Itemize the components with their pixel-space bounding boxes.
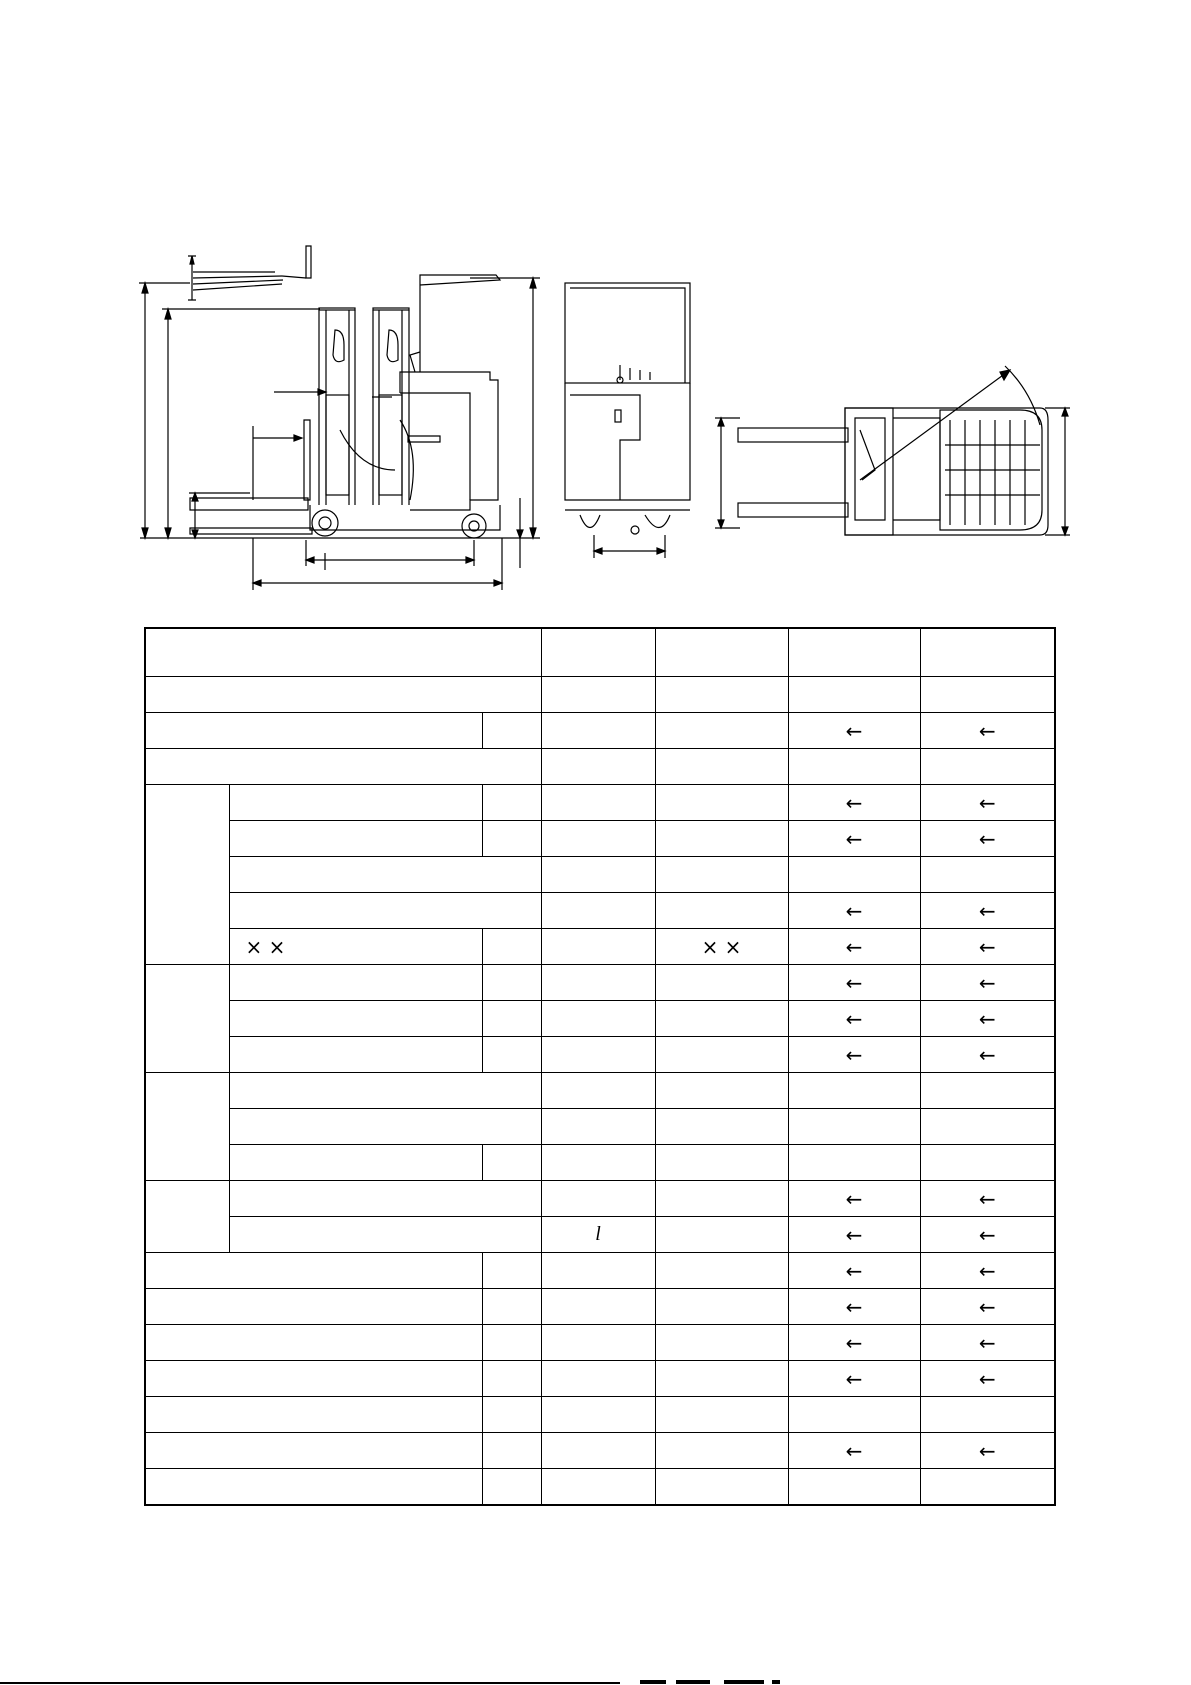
cell (788, 1073, 920, 1109)
footer-mark (724, 1680, 764, 1684)
cell (920, 1073, 1055, 1109)
table-row (145, 1109, 1055, 1145)
same-as-left-arrow: ← (920, 1433, 1055, 1469)
forklift-side-view (139, 246, 540, 590)
table-row (145, 1397, 1055, 1433)
header-unit (541, 628, 655, 677)
same-as-left-arrow: ← (920, 1361, 1055, 1397)
spec-table (144, 627, 1056, 1506)
same-as-left-arrow: ← (788, 1325, 920, 1361)
same-as-left-arrow: ← (920, 1037, 1055, 1073)
table-row (145, 749, 1055, 785)
cell (788, 749, 920, 785)
same-as-left-arrow: ← (788, 821, 920, 857)
same-as-left-arrow: ← (920, 1001, 1055, 1037)
mast (319, 308, 413, 505)
cell (920, 1469, 1055, 1506)
same-as-left-arrow: ← (788, 1361, 920, 1397)
footer-mark (772, 1680, 780, 1684)
technical-drawings (0, 0, 1191, 620)
table-row (145, 1433, 1055, 1469)
table-row (145, 1217, 1055, 1253)
length-dimensions (253, 538, 502, 590)
chassis (310, 275, 500, 538)
same-as-left-arrow: ← (920, 785, 1055, 821)
same-as-left-arrow: ← (920, 893, 1055, 929)
group-label (145, 965, 229, 1073)
table-row (145, 1289, 1055, 1325)
same-as-left-arrow: ← (788, 1037, 920, 1073)
table-row (145, 1325, 1055, 1361)
same-as-left-arrow: ← (788, 1289, 920, 1325)
same-as-left-arrow: ← (788, 713, 920, 749)
table-row (145, 1145, 1055, 1181)
forklift-rear-view (565, 283, 690, 558)
cell (920, 857, 1055, 893)
same-as-left-arrow: ← (920, 821, 1055, 857)
table-row (145, 785, 1055, 821)
table-row (145, 965, 1055, 1001)
cell (788, 1469, 920, 1506)
header-model-2 (788, 628, 920, 677)
table-row (145, 1361, 1055, 1397)
same-as-left-arrow: ← (920, 929, 1055, 965)
same-as-left-arrow: ← (788, 1181, 920, 1217)
same-as-left-arrow: ← (920, 1181, 1055, 1217)
group-label (145, 1181, 229, 1253)
table-row (145, 1073, 1055, 1109)
same-as-left-arrow: ← (920, 1253, 1055, 1289)
header-model-3 (920, 628, 1055, 677)
group-label (145, 785, 229, 965)
header-model-1 (655, 628, 788, 677)
dimension-label-lxwxh: × × (229, 929, 482, 965)
same-as-left-arrow: ← (920, 713, 1055, 749)
same-as-left-arrow: ← (788, 929, 920, 965)
cell (788, 857, 920, 893)
table-row (145, 1253, 1055, 1289)
height-dimensions (139, 278, 540, 568)
fork-tilt-detail (188, 246, 311, 300)
table-row (145, 929, 1055, 965)
cell (788, 677, 920, 713)
cell (920, 1109, 1055, 1145)
same-as-left-arrow: ← (788, 1433, 920, 1469)
forklift-top-view (715, 366, 1070, 535)
same-as-left-arrow: ← (788, 1217, 920, 1253)
table-header-row (145, 628, 1055, 677)
table-row (145, 1001, 1055, 1037)
same-as-left-arrow: ← (788, 965, 920, 1001)
cell (788, 1397, 920, 1433)
same-as-left-arrow: ← (920, 1325, 1055, 1361)
cell (920, 1145, 1055, 1181)
cell (788, 1109, 920, 1145)
table-row (145, 857, 1055, 893)
dimension-value-lxwxh: × × (655, 929, 788, 965)
same-as-left-arrow: ← (788, 1253, 920, 1289)
cell (920, 749, 1055, 785)
cell (920, 677, 1055, 713)
cell (788, 1145, 920, 1181)
unit-liter: l (541, 1217, 655, 1253)
same-as-left-arrow: ← (788, 893, 920, 929)
cell (920, 1397, 1055, 1433)
footer-mark (640, 1680, 666, 1684)
same-as-left-arrow: ← (920, 1217, 1055, 1253)
table-row (145, 1181, 1055, 1217)
table-row (145, 1469, 1055, 1506)
table-row (145, 821, 1055, 857)
same-as-left-arrow: ← (920, 1289, 1055, 1325)
footer-mark (676, 1680, 710, 1684)
footer-rule (0, 1682, 620, 1684)
group-label (145, 1073, 229, 1181)
table-row (145, 677, 1055, 713)
same-as-left-arrow: ← (788, 785, 920, 821)
table-row (145, 1037, 1055, 1073)
same-as-left-arrow: ← (920, 965, 1055, 1001)
table-row (145, 893, 1055, 929)
header-item (145, 628, 541, 677)
same-as-left-arrow: ← (788, 1001, 920, 1037)
table-row (145, 713, 1055, 749)
reach-dimensions (253, 389, 392, 500)
